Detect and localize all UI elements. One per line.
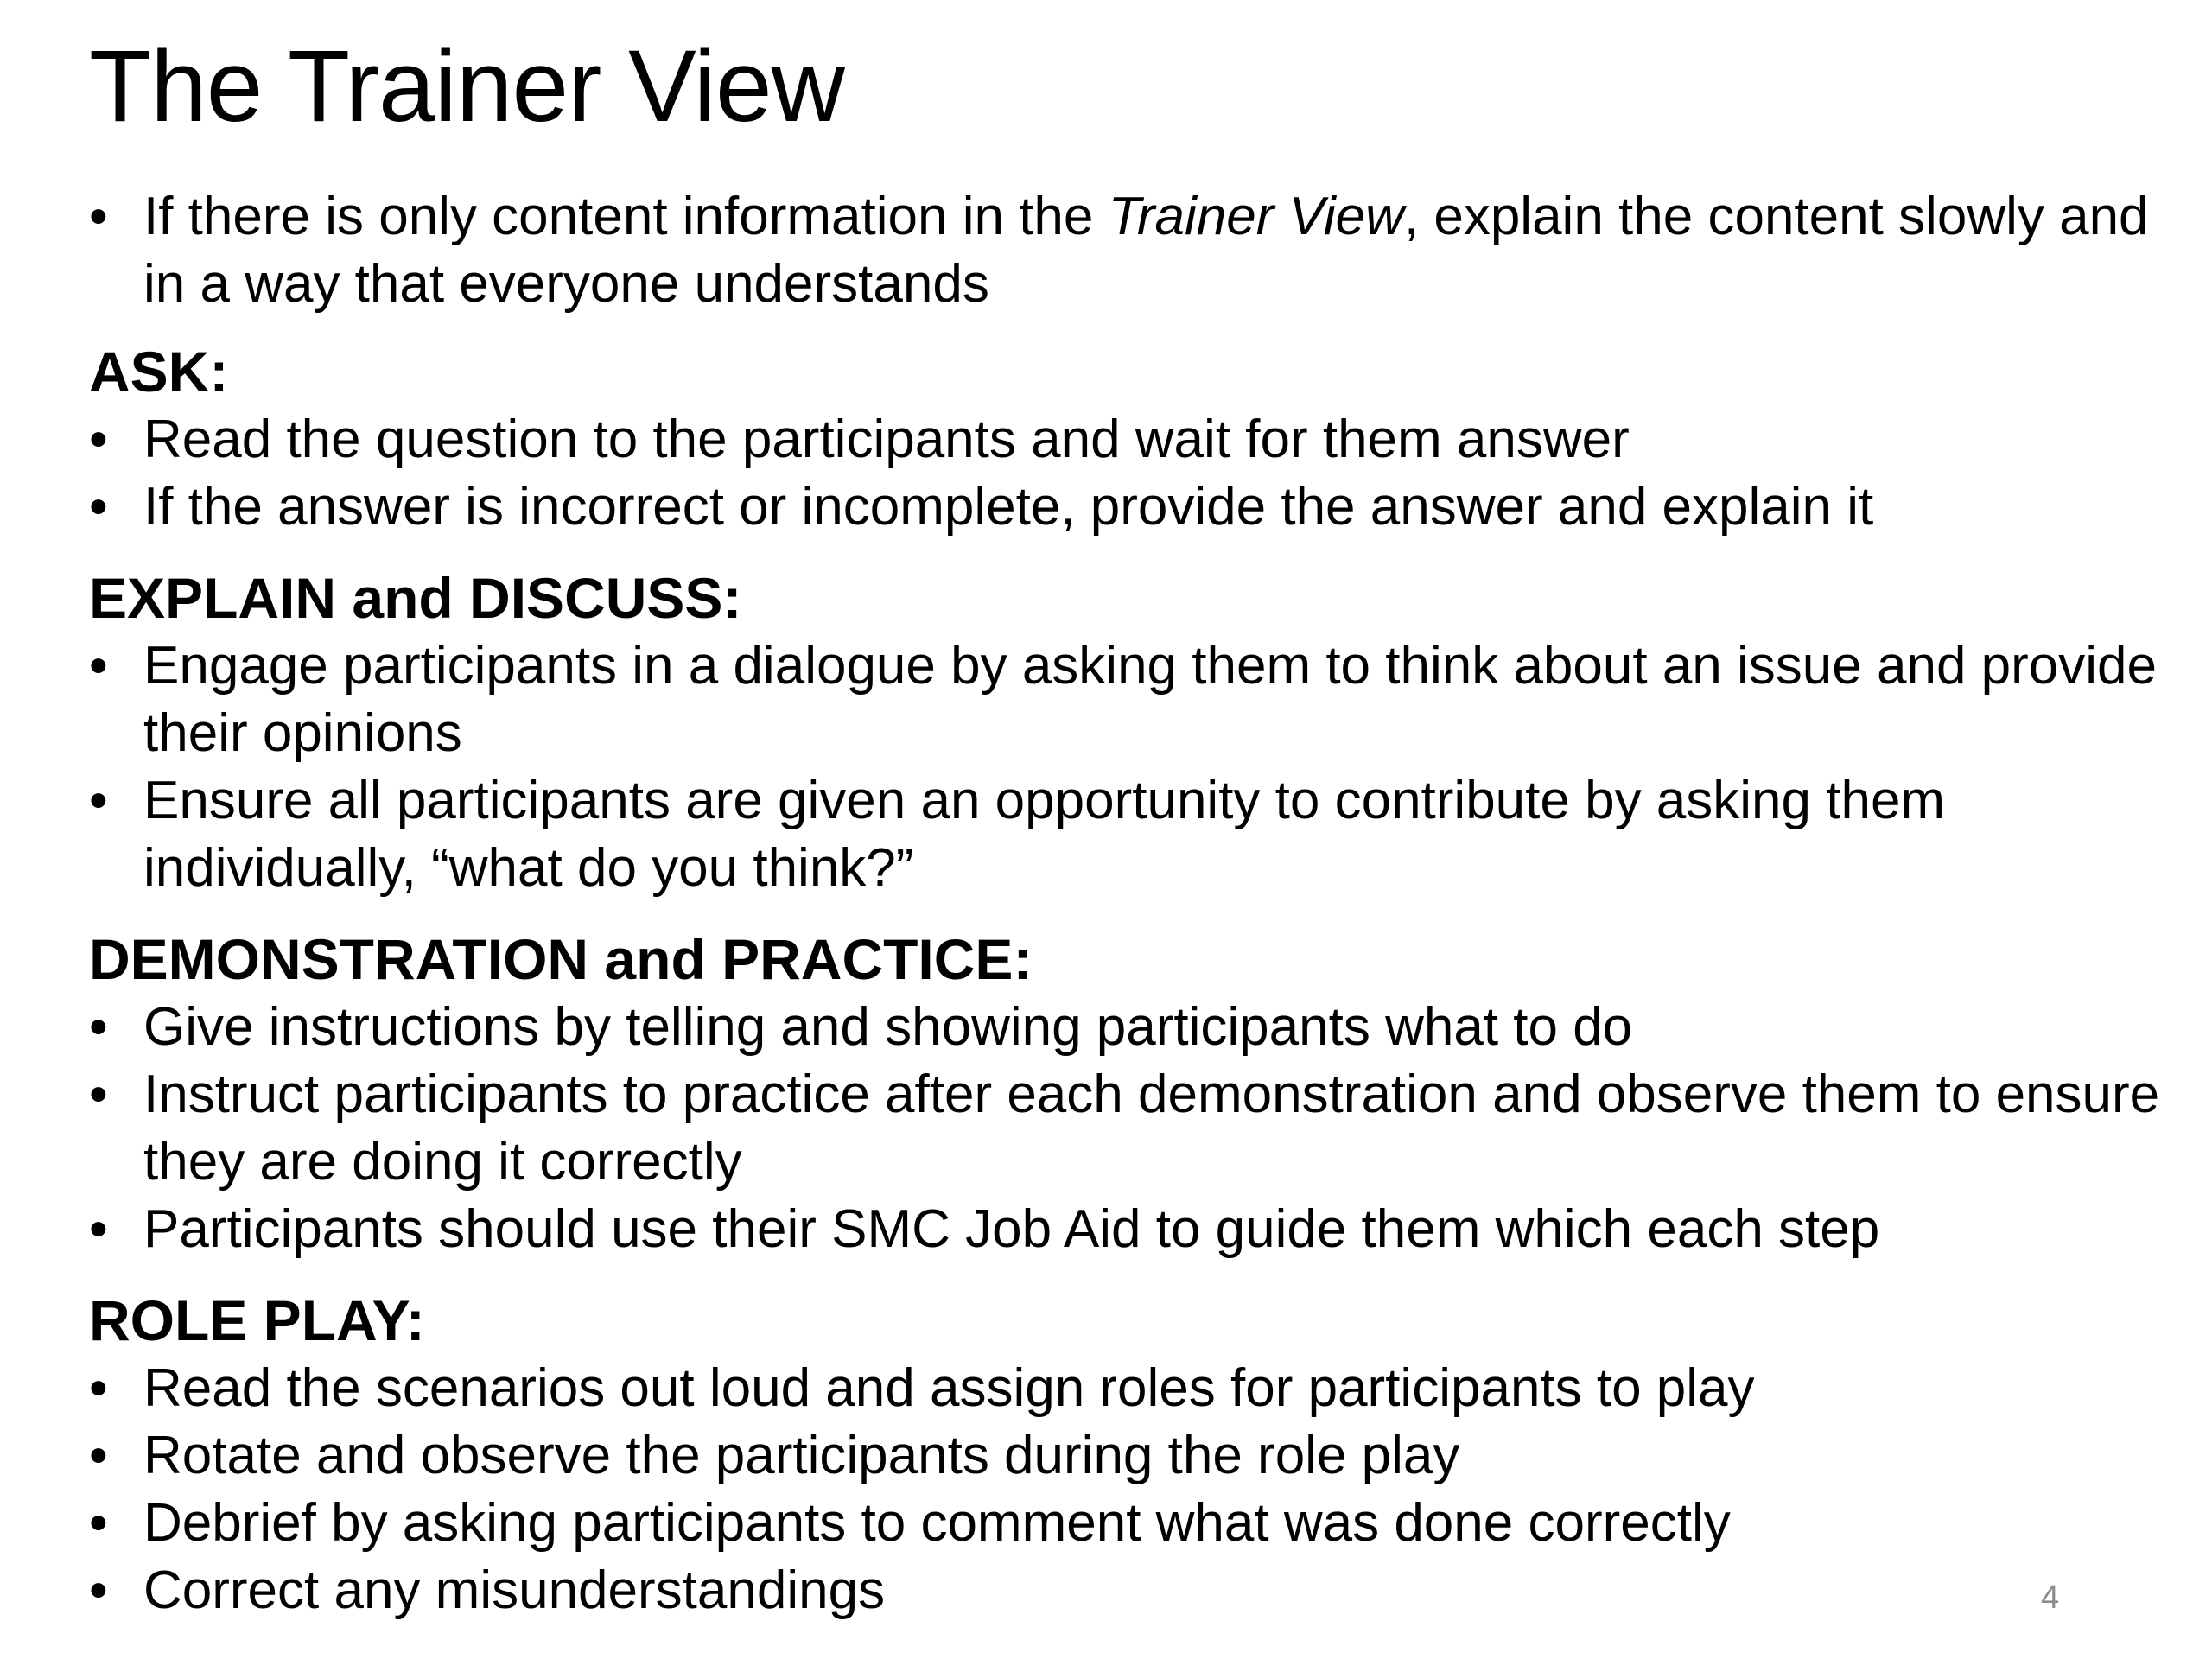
bullet-icon: • [89, 1199, 108, 1259]
bullet-icon: • [89, 636, 108, 696]
intro-text: If there is only content information in the Trainer View, explain the content slowly and in a way that everyone understands [143, 187, 2149, 314]
bullet-icon: • [89, 477, 108, 537]
bullet-icon: • [89, 997, 108, 1057]
list-item: • Instruct participants to practice after each demonstration and observe them to ensure they are doing it correctly [89, 1061, 2163, 1196]
bullet-icon: • [89, 1493, 108, 1553]
list-item: • Ensure all participants are given an opportunity to contribute by asking them individually, “what do you think?” [89, 767, 2163, 902]
bullet-icon: • [89, 187, 108, 246]
trainer-view-emphasis: Trainer View [1108, 187, 1404, 246]
section-demonstration-practice [89, 925, 2163, 1263]
section-ask [89, 337, 2163, 541]
list-item: • If the answer is incorrect or incomplete, provide the answer and explain it [89, 474, 2163, 541]
list-item: • Read the scenarios out loud and assign roles for participants to play [89, 1355, 2163, 1422]
list-item: • Rotate and observe the participants during the role play [89, 1422, 2163, 1490]
list-item: • Participants should use their SMC Job Aid to guide them which each step [89, 1196, 2163, 1263]
bullet-icon: • [89, 1426, 108, 1485]
bullet-icon: • [89, 771, 108, 830]
slide-content [89, 183, 2163, 1647]
list-item: • Engage participants in a dialogue by asking them to think about an issue and provide their opinions [89, 632, 2163, 767]
bullet-icon: • [89, 1560, 108, 1620]
slide-title: The Trainer View [89, 29, 844, 143]
section-heading: ROLE PLAY: [89, 1288, 425, 1352]
section-role-play [89, 1286, 2163, 1624]
page-number: 4 [2041, 1580, 2060, 1616]
section-heading: ASK: [89, 340, 229, 404]
section-heading: EXPLAIN and DISCUSS: [89, 566, 742, 630]
section-heading: DEMONSTRATION and PRACTICE: [89, 927, 1033, 991]
bullet-icon: • [89, 410, 108, 469]
section-explain-discuss [89, 563, 2163, 902]
intro-bullet [89, 183, 2163, 318]
list-item: • Correct any misunderstandings [89, 1557, 2163, 1624]
list-item: • Debrief by asking participants to comment what was done correctly [89, 1490, 2163, 1557]
list-item: • Give instructions by telling and showing participants what to do [89, 994, 2163, 1061]
list-item: • Read the question to the participants and wait for them answer [89, 406, 2163, 474]
bullet-icon: • [89, 1358, 108, 1418]
bullet-icon: • [89, 1065, 108, 1124]
